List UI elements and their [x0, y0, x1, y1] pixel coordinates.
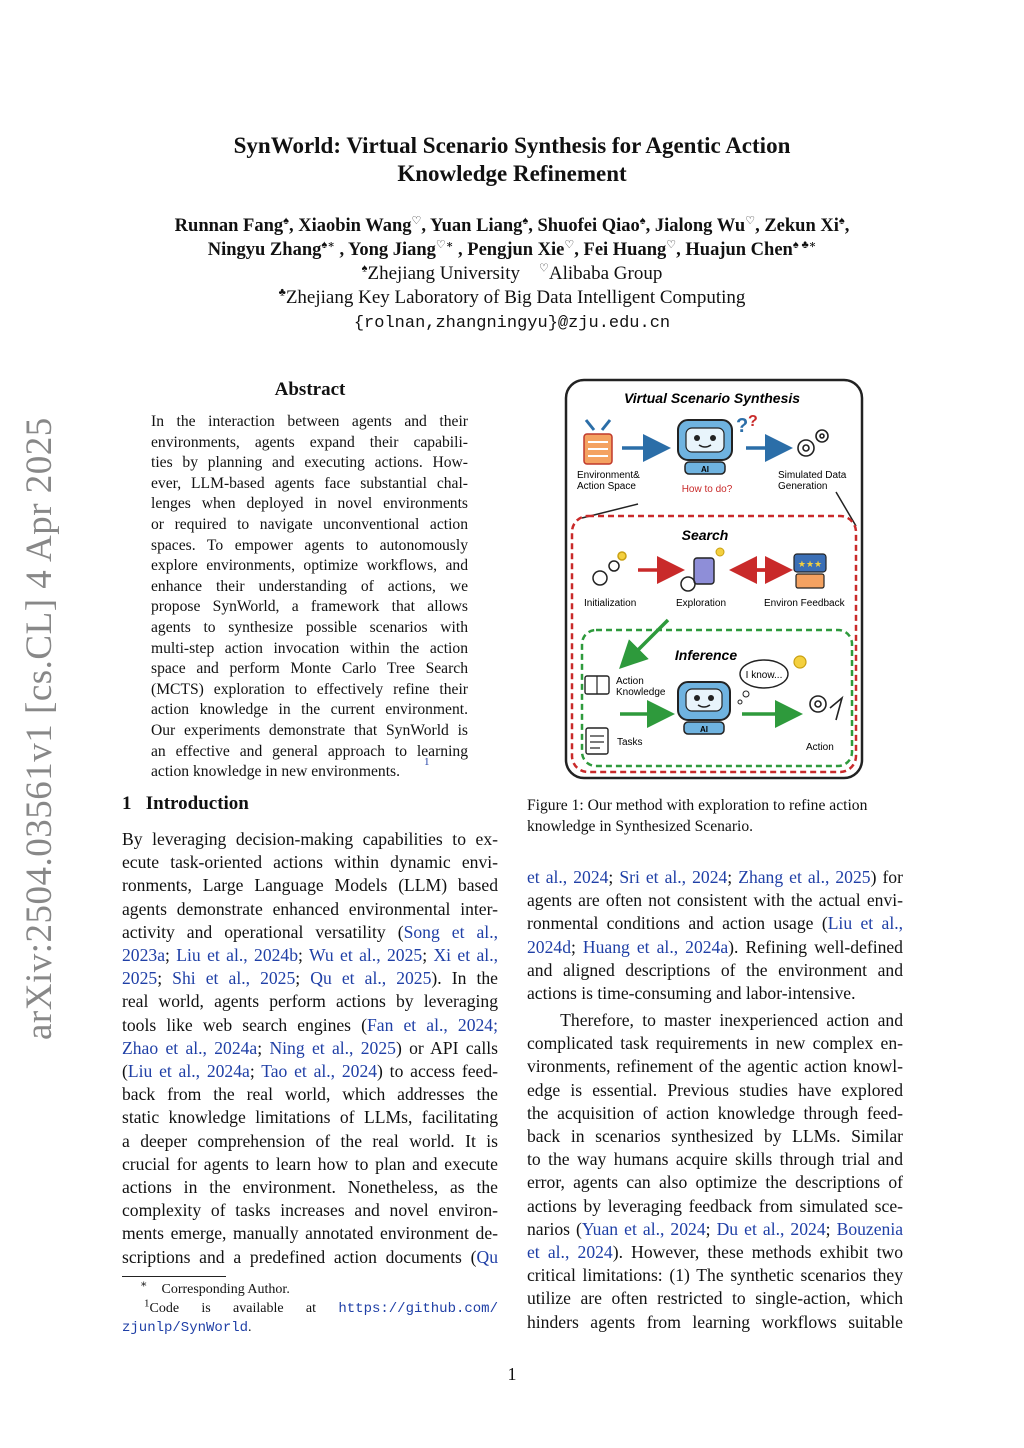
- abstract-line: environments, agents expand their capabili-: [151, 433, 468, 451]
- search-title: Search: [681, 527, 729, 543]
- paper-title-line-2: Knowledge Refinement: [397, 161, 627, 186]
- init-label: Initialization: [584, 598, 637, 609]
- figure-caption-line-2: knowledge in Synthesized Scenario.: [527, 817, 754, 835]
- author-name: Zekun Xi: [764, 216, 839, 236]
- tasks-label: Tasks: [617, 737, 643, 748]
- abstract-line: action knowledge in new environments.: [151, 763, 401, 781]
- abstract-line: multi-step action invocation within the action: [151, 639, 468, 657]
- svg-text:?: ?: [748, 413, 758, 430]
- env-label-1: Environment&: [577, 470, 640, 481]
- inference-title: Inference: [674, 647, 738, 663]
- code-url-part1[interactable]: https://github.com/: [338, 1301, 498, 1317]
- ak-label-2: Knowledge: [616, 687, 666, 698]
- author-name: Xiaobin Wang: [298, 216, 412, 236]
- sim-label-2: Generation: [778, 481, 828, 492]
- action-knowledge-icon: [585, 676, 609, 694]
- page-number: 1: [507, 1364, 517, 1384]
- abstract-line: (MCTS) exploration to effectively refine their: [151, 680, 468, 698]
- how-to-do-label: How to do?: [681, 484, 733, 495]
- abstract-line: or required to navigate unconventional action: [151, 515, 468, 533]
- svg-text:★★★: ★★★: [797, 559, 823, 569]
- abstract-line: spaces. To empower agents to autonomously: [151, 536, 468, 554]
- figure-title: Virtual Scenario Synthesis: [623, 390, 801, 406]
- abstract-line: enhance their understanding of actions, we: [151, 577, 468, 595]
- explore-label: Exploration: [676, 598, 727, 609]
- abstract-line: lenges when deployed in novel environments: [151, 495, 468, 513]
- sim-label-1: Simulated Data: [778, 470, 847, 481]
- abstract-line: explore environments, optimize workflows, and: [151, 557, 468, 575]
- author-name: Yong Jiang: [348, 240, 436, 260]
- affiliation-zju: Zhejiang University: [367, 263, 520, 284]
- feedback-icon: [794, 554, 826, 588]
- abstract-heading: Abstract: [274, 379, 346, 400]
- action-label: Action: [806, 742, 834, 753]
- author-name: Fei Huang: [583, 240, 667, 260]
- abstract-line: action knowledge in the current environment.: [151, 701, 468, 719]
- affiliation-alibaba: Alibaba Group: [548, 263, 663, 284]
- author-name: Huajun Chen: [685, 240, 793, 260]
- author-line-2: Ningyu Zhang♠∗ , Yong Jiang♡∗ , Pengjun Xie♡, Fei Huang♡, Huajun Chen♠ ♣∗: [207, 238, 817, 260]
- abstract-line: Our experiments demonstrate that SynWorld is: [151, 721, 468, 739]
- abstract-line: propose SynWorld, a framework that allows: [151, 598, 468, 616]
- footnote-text: Corresponding Author.: [161, 1282, 290, 1297]
- robot-icon: [678, 682, 730, 734]
- abstract-line: ever, LLM-based agents face substantial chal-: [151, 474, 468, 492]
- intro-paragraph-left: By leveraging decision-making capabilities to ex- ecute task-oriented actions within dynamic envi- ronments, Large Language Models (LLM) based agents demonstrate enhanced environmental inter- activity and operational versatility (Song et al., 2023a; Liu et al., 2024b; Wu et al., 2025; Xi et al., 2025; Shi et al., 2025; Qu et al., 2025). In the real world, agents perform actions by leveraging tools like web search engines (Fan et al., 2024; Zhao et al., 2024a; Ning et al., 2025) or API calls (Liu et al., 2024a; Tao et al., 2024) to access feed- back from the real world, which addresses the static knowledge limitations of LLMs, facilitating a deeper comprehension of the real world. It is crucial for agents to learn how to plan and execute actions in the environment. Nonetheless, as the complexity of tasks increases and novel environ- ments emerge, manually annotated environment de- scriptions and a predefined action documents (Qu: [122, 829, 498, 1267]
- lightbulb-icon: [794, 656, 806, 668]
- footnote-code-line2: zjunlp/SynWorld.: [122, 1320, 252, 1336]
- author-name: Runnan Fang: [174, 216, 284, 236]
- ai-badge: AI: [701, 465, 709, 474]
- abstract-body: [151, 412, 468, 783]
- ai-badge: AI: [700, 725, 708, 734]
- author-name: Jialong Wu: [654, 216, 746, 236]
- author-line-1: Runnan Fang♠, Xiaobin Wang♡, Yuan Liang♠, Shuofei Qiao♠, Jialong Wu♡, Zekun Xi♠,: [174, 214, 850, 236]
- affiliation-lab-line: ♣Zhejiang Key Laboratory of Big Data Intelligent Computing: [278, 286, 746, 308]
- intro-paragraph-right-1: et al., 2024; Sri et al., 2024; Zhang et al., 2025) for agents are often not consistent with the actual envi- ronmental conditions and action usage (Liu et al., 2024d; Huang et al., 2024a). Refining well-defined and aligned descriptions of the environment and actions is time-consuming and labor-intensive.: [527, 867, 904, 1004]
- author-name: Ningyu Zhang: [207, 240, 322, 260]
- section-title: Introduction: [145, 793, 249, 814]
- section-number: 1: [122, 793, 132, 814]
- abstract-line: ties by planning and executing actions. How-: [151, 454, 468, 472]
- code-url-part2[interactable]: zjunlp/SynWorld: [122, 1320, 249, 1336]
- contact-email[interactable]: {rolnan,zhangningyu}@zju.edu.cn: [353, 314, 671, 333]
- env-label-2: Action Space: [577, 481, 636, 492]
- author-name: Shuofei Qiao: [537, 216, 640, 236]
- intro-paragraph-right-2: Therefore, to master inexperienced action and complicated task requirements in new complex en- vironments, refinement of the agentic action knowl- edge is essential. Previous studies have explored the acquisition of action knowledge through feed- back in scenarios synthesized by LLMs. Similar to the way humans acquire skills through trial and error, agents can also optimize the descriptions of actions by leveraging feedback from simulated sce- narios (Yuan et al., 2024; Du et al., 2024; Bouzenia et al., 2024). However, these methods exhibit two critical limitations: (1) The synthetic scenarios they utilize are often restricted to single-action, which hinders agents from learning workflows suitable: [527, 1010, 904, 1332]
- abstract-line: In the interaction between agents and their: [151, 413, 468, 430]
- tasks-icon: [586, 728, 608, 754]
- ak-label-1: Action: [616, 676, 644, 687]
- figure-caption-line-1: Figure 1: Our method with exploration to refine action: [527, 797, 868, 814]
- section-heading-intro: [122, 793, 249, 815]
- affiliation-line: ♠Zhejiang University ♡Alibaba Group: [361, 262, 663, 284]
- footnote-corresponding: ∗ Corresponding Author.: [140, 1278, 290, 1297]
- author-name: Yuan Liang: [429, 216, 523, 236]
- paper-title-line-1: SynWorld: Virtual Scenario Synthesis for Agentic Action: [233, 133, 791, 158]
- iknow-label: I know...: [745, 670, 783, 681]
- author-name: Pengjun Xie: [467, 240, 565, 260]
- figure-1-diagram: [560, 376, 870, 782]
- arxiv-identifier: arXiv:2504.03561v1 [cs.CL] 4 Apr 2025: [19, 417, 60, 1040]
- abstract-line: an effective and general approach to learning: [151, 742, 468, 760]
- abstract-line: space and perform Monte Carlo Tree Search: [151, 660, 468, 678]
- figure-caption: [527, 796, 903, 837]
- svg-text:?: ?: [736, 415, 749, 437]
- footnote-divider: [122, 1276, 226, 1277]
- feedback-label: Environ Feedback: [764, 598, 845, 609]
- affiliation-lab: Zhejiang Key Laboratory of Big Data Intelligent Computing: [285, 287, 746, 308]
- abstract-line: agents to synthesize possible scenarios with: [151, 618, 468, 636]
- footnote-code: $^1$Code is available at https://github.com/: [144, 1297, 498, 1317]
